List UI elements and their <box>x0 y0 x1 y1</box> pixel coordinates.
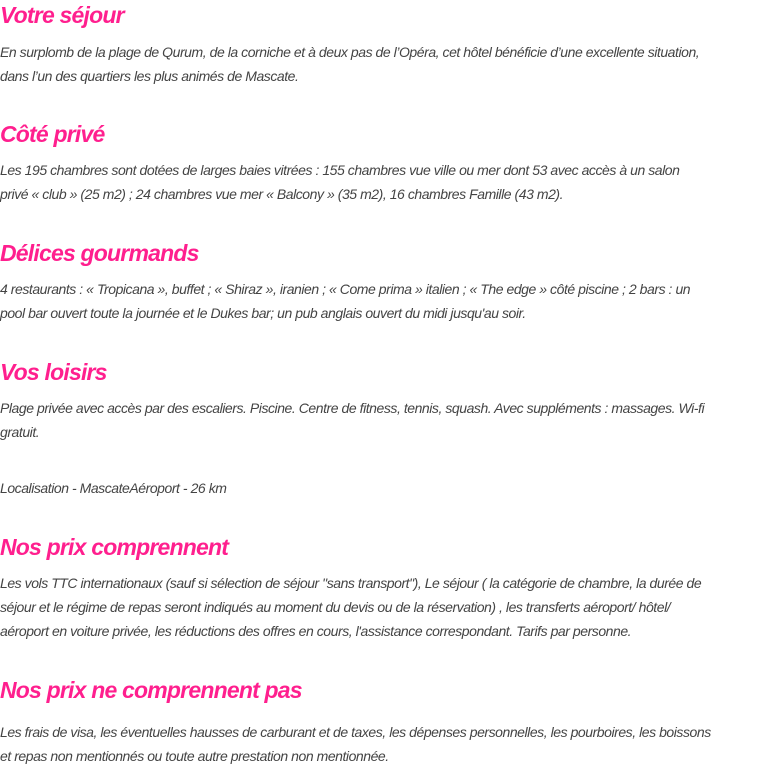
text-line: Les 195 chambres sont dotées de larges baies vitrées : 155 chambres vue ville ou mer dont 53 avec accès à un salon <box>0 162 680 178</box>
section-title-delices-gourmands: Délices gourmands <box>0 240 199 266</box>
section-text-prix-ne-comprennent-pas <box>0 720 711 768</box>
text-line: pool bar ouvert toute la journée et le Dukes bar; un pub anglais ouvert du midi jusqu'au soir. <box>0 305 526 321</box>
text-line: Localisation - MascateAéroport - 26 km <box>0 480 227 496</box>
text-line: privé « club » (25 m2) ; 24 chambres vue mer « Balcony » (35 m2), 16 chambres Famille (43 m2). <box>0 186 564 202</box>
section-title-cote-prive: Côté privé <box>0 121 105 147</box>
text-line: Les vols TTC internationaux (sauf si sélection de séjour "sans transport"), Le séjour ( la catégorie de chambre, la durée de <box>0 575 702 591</box>
text-line: Plage privée avec accès par des escaliers. Piscine. Centre de fitness, tennis, squash. Avec suppléments : massages. Wi-fi <box>0 400 705 416</box>
section-text-vos-loisirs <box>0 396 704 444</box>
section-title-votre-sejour: Votre séjour <box>0 2 124 28</box>
text-line: séjour et le régime de repas seront indiqués au moment du devis ou de la réservation) , les transferts aéroport/ hôtel/ <box>0 599 671 615</box>
section-text-prix-comprennent <box>0 571 701 643</box>
section-title-prix-ne-comprennent-pas: Nos prix ne comprennent pas <box>0 677 302 703</box>
text-line: dans l’un des quartiers les plus animés de Mascate. <box>0 68 299 84</box>
section-text-cote-prive <box>0 158 679 206</box>
text-line: aéroport en voiture privée, les réductions des offres en cours, l'assistance correspondant. Tarifs par personne. <box>0 623 632 639</box>
section-text-votre-sejour <box>0 40 699 88</box>
text-line: En surplomb de la plage de Qurum, de la corniche et à deux pas de l’Opéra, cet hôtel bénéficie d’une excellente situation, <box>0 44 700 60</box>
text-line: gratuit. <box>0 424 40 440</box>
section-title-vos-loisirs: Vos loisirs <box>0 359 107 385</box>
text-line: Les frais de visa, les éventuelles hausses de carburant et de taxes, les dépenses personnelles, les pourboires, les boissons <box>0 724 711 740</box>
text-line: et repas non mentionnés ou toute autre prestation non mentionnée. <box>0 748 389 764</box>
section-text-delices-gourmands <box>0 277 690 325</box>
section-title-prix-comprennent: Nos prix comprennent <box>0 534 229 560</box>
localisation-text <box>0 476 226 500</box>
text-line: 4 restaurants : « Tropicana », buffet ; « Shiraz », iranien ; « Come prima » italien ; « The edge » côté piscine ; 2 bars : un <box>0 281 691 297</box>
